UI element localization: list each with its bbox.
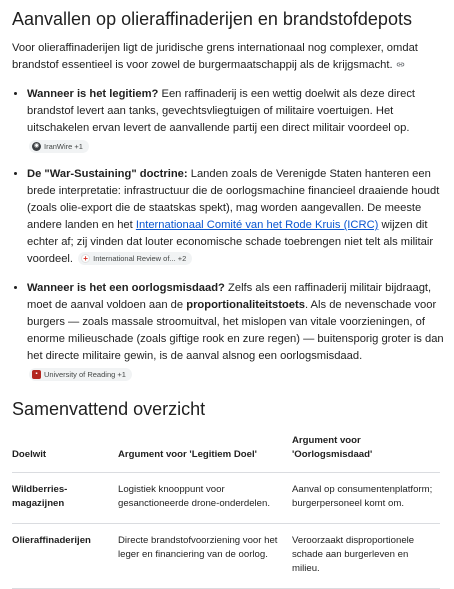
bullet-text: Een raffinaderij is een wettig doelwit als deze direct brandstof levert aan tanks, gevechtsvliegtuigen of militaire voertuigen. Het uitschakelen ervan levert de aanvallende partij een direct militair voordeel op. <box>27 88 416 134</box>
table-cell: Logistiek knooppunt voor gesanctioneerde drone-onderdelen. <box>118 473 292 524</box>
link-icon[interactable] <box>396 60 405 69</box>
source-chip-ironwire[interactable] <box>29 140 89 153</box>
section-title-summary: Samenvattend overzicht <box>12 399 206 419</box>
table-cell: Veroorzaakt disproportionele schade aan burgerleven en milieu. <box>292 524 440 589</box>
table-header-cell: Argument voor 'Oorlogsmisdaad' <box>292 430 440 473</box>
source-chip-label: University of Reading +1 <box>44 370 126 379</box>
table-cell: Directe brandstofvoorziening voor het leger en financiering van de oorlog. <box>118 524 292 589</box>
summary-table <box>12 430 440 589</box>
table-cell: Aanval op consumentenplatform; burgerpersoneel komt om. <box>292 473 440 524</box>
source-chip-label: International Review of... +2 <box>93 254 187 263</box>
bullet-heading: Wanneer is het legitiem? <box>27 88 159 100</box>
bullet-heading: Wanneer is het een oorlogsmisdaad? <box>27 282 225 294</box>
list-item <box>27 86 444 154</box>
bullet-list <box>12 86 444 382</box>
bullet-text: Landen zoals de Verenigde Staten hanteren een brede interpretatie: infrastructuur die de oorlogsmachine financieel draaiende houdt (zoals olie-export die de staatskas spekt), mag worden aangevallen. De meeste andere landen en het <box>27 168 440 231</box>
bullet-text: Zelfs als een raffinaderij militair bijdraagt, moet de aanval voldoen aan de <box>27 282 432 311</box>
intro-paragraph <box>12 40 444 74</box>
ironwire-favicon-icon: ◉ <box>33 143 40 149</box>
list-item <box>27 280 444 382</box>
source-chip-label: IranWire +1 <box>44 142 83 151</box>
table-row <box>12 524 440 589</box>
section-title-refineries: Aanvallen op olieraffinaderijen en brandstofdepots <box>12 9 412 29</box>
table-header-row <box>12 430 440 473</box>
bullet-text: . Als de nevenschade voor burgers — zoals massale stroomuitval, het mislopen van vitale voorzieningen, of enorme milieuschade (zoals giftige rook en zure regen) — buitensporig groter is dan het directe militaire gewin, is de aanval alsnog een oorlogsmisdaad. <box>27 299 444 362</box>
table-cell: Olieraffinaderijen <box>12 524 118 589</box>
reading-favicon-icon: ▪ <box>32 370 41 379</box>
source-chip-international-review[interactable] <box>78 252 192 265</box>
table-cell: Wildberries-magazijnen <box>12 473 118 524</box>
table-row <box>12 473 440 524</box>
table-header-cell: Argument voor 'Legitiem Doel' <box>118 430 292 473</box>
bullet-text: wijzen dit echter af; zij vinden dat louter economische schade toebrengen niet telt als militair voordeel. <box>27 219 434 265</box>
source-chip-university-of-reading[interactable] <box>29 368 132 381</box>
red-cross-favicon-icon: + <box>81 254 90 263</box>
bullet-heading: De "War-Sustaining" doctrine: <box>27 168 188 180</box>
bullet-emphasis: proportionaliteitstoets <box>186 299 305 311</box>
table-header-cell: Doelwit <box>12 430 118 473</box>
icrc-link[interactable]: Internationaal Comité van het Rode Kruis (ICRC) <box>135 219 379 231</box>
intro-text: Voor olieraffinaderijen ligt de juridische grens internationaal nog complexer, omdat brandstof essentieel is voor zowel de burgermaatschappij als de krijgsmacht. <box>12 42 418 71</box>
list-item <box>27 166 444 268</box>
